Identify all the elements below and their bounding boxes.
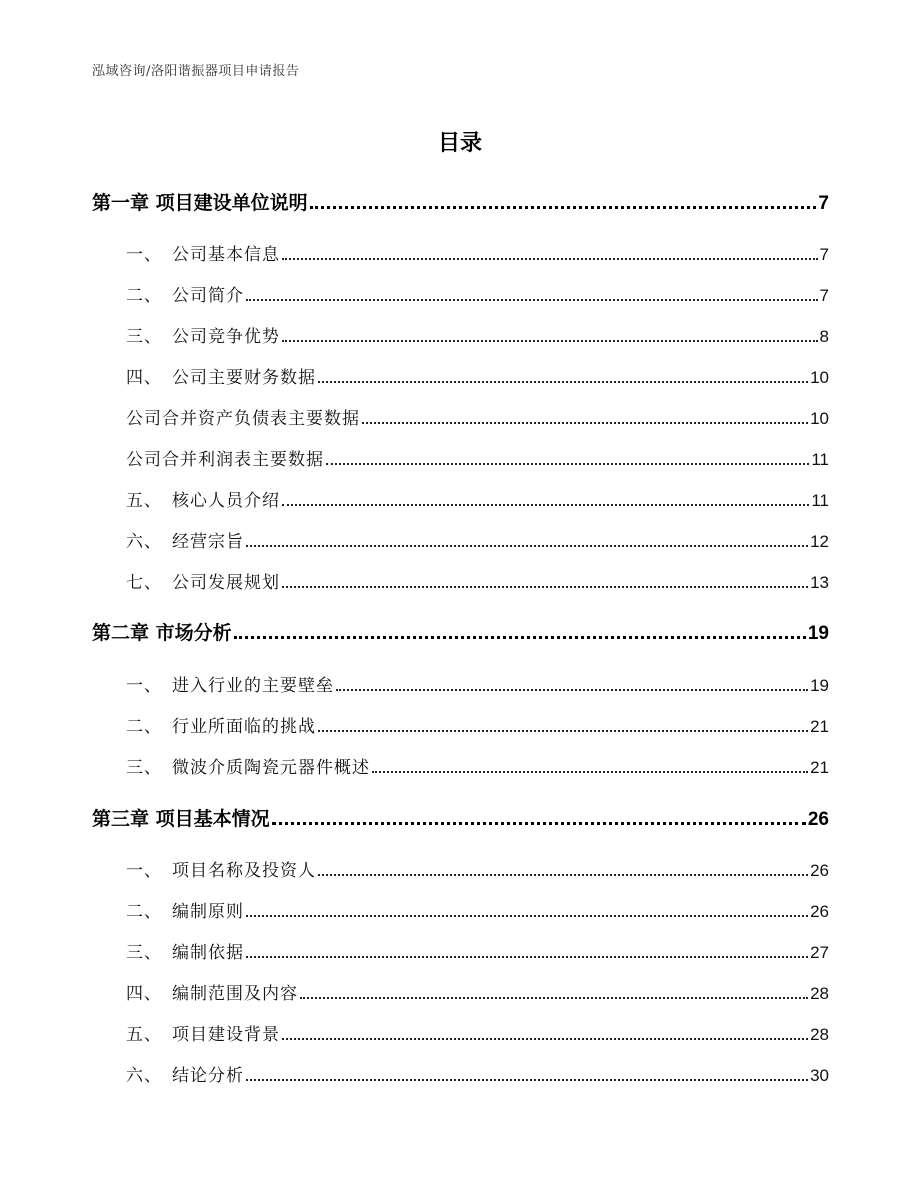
running-header: 泓域咨询/洛阳谐振器项目申请报告 — [92, 64, 300, 79]
toc-entry[interactable] — [126, 856, 829, 881]
toc-entry[interactable] — [126, 568, 829, 593]
toc-entry-number: 四、 — [126, 368, 162, 388]
toc-entry-number: 一、 — [126, 676, 162, 696]
toc-entry-label: 编制范围及内容 — [172, 984, 298, 1004]
toc-entry-number: 四、 — [126, 984, 162, 1004]
toc-entry-label: 结论分析 — [172, 1066, 244, 1086]
dot-leader — [234, 636, 806, 639]
dot-leader — [246, 545, 808, 547]
toc-entry[interactable] — [126, 1061, 829, 1086]
toc-entry-label: 项目名称及投资人 — [172, 861, 316, 881]
toc-page-number: 12 — [810, 532, 829, 551]
toc-page-number: 26 — [810, 861, 829, 880]
toc-entry[interactable] — [126, 897, 829, 922]
toc-entry[interactable] — [126, 281, 829, 306]
toc-entry-label: 经营宗旨 — [172, 532, 244, 552]
dot-leader — [282, 504, 809, 506]
toc-page-number: 10 — [810, 409, 829, 428]
toc-chapter-3[interactable] — [92, 804, 829, 831]
toc-entry-number: 一、 — [126, 861, 162, 881]
toc-entry[interactable] — [126, 322, 829, 347]
toc-entry-number: 六、 — [126, 532, 162, 552]
toc-entry[interactable] — [126, 1020, 829, 1045]
toc-entry-number: 三、 — [126, 327, 162, 347]
toc-entry-number: 一、 — [126, 245, 162, 265]
toc-chapter-label: 第一章 项目建设单位说明 — [92, 192, 308, 214]
toc-entry-number: 五、 — [126, 1025, 162, 1045]
toc-page-number: 19 — [807, 623, 829, 644]
dot-leader — [282, 340, 818, 342]
toc-page-number: 7 — [819, 245, 829, 264]
dot-leader — [362, 422, 808, 424]
toc-page-number: 28 — [810, 1025, 829, 1044]
toc-page-number: 26 — [810, 902, 829, 921]
toc-entry-label: 核心人员介绍 — [172, 491, 280, 511]
toc-chapter-label: 第三章 项目基本情况 — [92, 808, 270, 830]
dot-leader — [246, 956, 808, 958]
toc-entry-number: 二、 — [126, 717, 162, 737]
dot-leader — [318, 730, 808, 732]
toc-page-number: 7 — [818, 193, 829, 214]
dot-leader — [246, 299, 818, 301]
toc-entry-number: 七、 — [126, 573, 162, 593]
dot-leader — [246, 915, 808, 917]
toc-page-number: 19 — [810, 676, 829, 695]
toc-entry-label: 微波介质陶瓷元器件概述 — [172, 758, 370, 778]
toc-entry-label: 公司发展规划 — [172, 573, 280, 593]
toc-chapter-1[interactable] — [92, 188, 829, 215]
toc-entry[interactable] — [126, 712, 829, 737]
toc-entry-label: 公司竞争优势 — [172, 327, 280, 347]
toc-entry-label: 公司基本信息 — [172, 245, 280, 265]
dot-leader — [282, 1038, 808, 1040]
toc-page-number: 13 — [810, 573, 829, 592]
toc-entry-label: 进入行业的主要壁垒 — [172, 676, 334, 696]
dot-leader — [282, 586, 808, 588]
toc-page-number: 11 — [811, 450, 829, 469]
toc-page-number: 21 — [810, 758, 829, 777]
toc-entry[interactable] — [126, 671, 829, 696]
toc-entry-number: 三、 — [126, 943, 162, 963]
toc-entry-number: 二、 — [126, 902, 162, 922]
toc-entry-number: 五、 — [126, 491, 162, 511]
toc-entry[interactable] — [126, 938, 829, 963]
toc-entry-number: 二、 — [126, 286, 162, 306]
toc-entry-label: 编制原则 — [172, 902, 244, 922]
toc-entry-label: 公司简介 — [172, 286, 244, 306]
toc-entry-number: 三、 — [126, 758, 162, 778]
toc-page-number: 7 — [819, 286, 829, 305]
toc-entry-label: 公司合并资产负债表主要数据 — [126, 409, 360, 429]
toc-entry-number: 六、 — [126, 1066, 162, 1086]
toc-entry-label: 编制依据 — [172, 943, 244, 963]
toc-entry[interactable] — [126, 979, 829, 1004]
toc-page-number: 8 — [819, 327, 829, 346]
dot-leader — [372, 771, 808, 773]
dot-leader — [272, 822, 806, 825]
toc-entry[interactable] — [126, 486, 829, 511]
toc-page-number: 28 — [810, 984, 829, 1003]
toc-entry-label: 行业所面临的挑战 — [172, 717, 316, 737]
dot-leader — [336, 689, 808, 691]
toc-page-number: 21 — [810, 717, 829, 736]
toc-chapter-label: 第二章 市场分析 — [92, 622, 232, 644]
toc-entry-label: 项目建设背景 — [172, 1025, 280, 1045]
toc-page-number: 30 — [810, 1066, 829, 1085]
toc-entry[interactable] — [126, 404, 829, 429]
toc-chapter-2[interactable] — [92, 618, 829, 645]
toc-page-number: 11 — [811, 491, 829, 510]
dot-leader — [318, 381, 808, 383]
toc-page-number: 10 — [810, 368, 829, 387]
toc-page-number: 26 — [807, 809, 829, 830]
toc-entry[interactable] — [126, 527, 829, 552]
toc-entry-label: 公司合并利润表主要数据 — [126, 450, 324, 470]
toc-entry[interactable] — [126, 753, 829, 778]
toc-entry-label: 公司主要财务数据 — [172, 368, 316, 388]
dot-leader — [326, 463, 809, 465]
toc-entry[interactable] — [126, 363, 829, 388]
dot-leader — [282, 258, 818, 260]
dot-leader — [300, 997, 808, 999]
dot-leader — [246, 1079, 808, 1081]
dot-leader — [310, 206, 817, 209]
toc-title: 目录 — [437, 131, 482, 156]
toc-page-number: 27 — [810, 943, 829, 962]
dot-leader — [318, 874, 808, 876]
toc-entry[interactable] — [126, 240, 829, 265]
toc-entry[interactable] — [126, 445, 829, 470]
